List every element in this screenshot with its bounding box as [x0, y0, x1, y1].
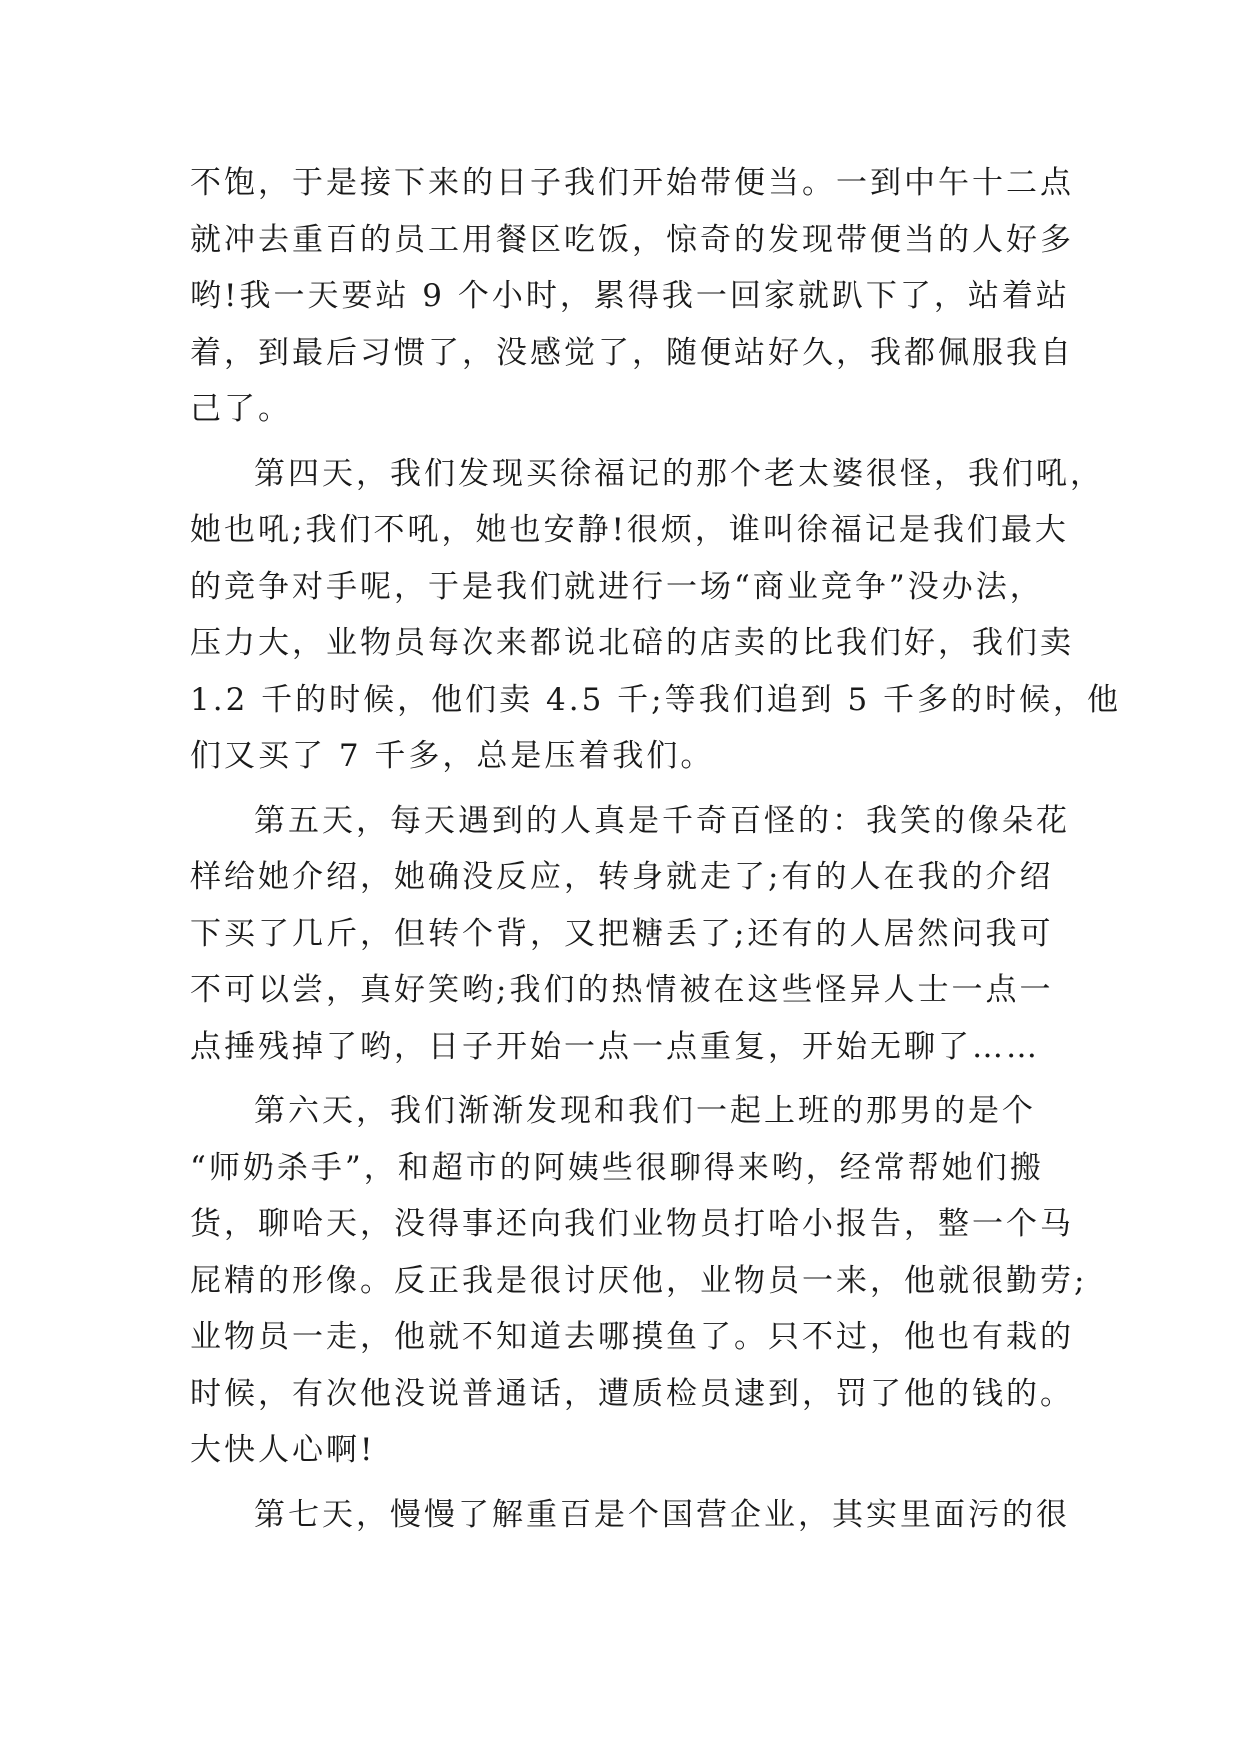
text-line: 屁精的形像。反正我是很讨厌他，业物员一来，他就很勤劳; [190, 1262, 1088, 1299]
document-body [190, 155, 1122, 1543]
paragraph-3 [190, 793, 1070, 1076]
text-line: 货，聊哈天，没得事还向我们业物员打哈小报告，整一个马 [190, 1206, 1074, 1242]
text-line: 不饱，于是接下来的日子我们开始带便当。一到中午十二点 [190, 165, 1074, 201]
text-line: 业物员一走，他就不知道去哪摸鱼了。只不过，他也有栽的 [190, 1319, 1074, 1355]
text-line: 点捶残掉了哟，日子开始一点一点重复，开始无聊了…… [190, 1028, 1040, 1065]
text-line: 压力大，业物员每次来都说北碚的店卖的比我们好，我们卖 [190, 625, 1074, 661]
text-line: 第四天，我们发现买徐福记的那个老太婆很怪，我们吼， [254, 455, 1104, 492]
text-line: 样给她介绍，她确没反应，转身就走了;有的人在我的介绍 [190, 859, 1054, 895]
text-line: 己了。 [190, 391, 292, 427]
text-line: 她也吼;我们不吼，她也安静!很烦，谁叫徐福记是我们最大 [190, 512, 1069, 548]
text-line: 大快人心啊! [190, 1432, 376, 1468]
text-line: 不可以尝，真好笑哟;我们的热情被在这些怪异人士一点一 [190, 972, 1054, 1008]
text-line: 就冲去重百的员工用餐区吃饭，惊奇的发现带便当的人好多 [190, 221, 1074, 258]
text-line: “师奶杀手”，和超市的阿姨些很聊得来哟，经常帮她们搬 [190, 1149, 1044, 1186]
paragraph-2 [190, 446, 1122, 785]
text-line: 哟!我一天要站 9 个小时，累得我一回家就趴下了，站着站 [190, 278, 1070, 314]
text-line: 们又买了 7 千多，总是压着我们。 [190, 738, 715, 774]
paragraph-5 [190, 1487, 1070, 1544]
text-line: 第七天，慢慢了解重百是个国营企业，其实里面污的很 [254, 1496, 1070, 1533]
paragraph-4 [190, 1083, 1088, 1479]
text-line: 时候，有次他没说普通话，遭质检员逮到，罚了他的钱的。 [190, 1375, 1074, 1412]
text-line: 下买了几斤，但转个背，又把糖丢了;还有的人居然问我可 [190, 915, 1054, 952]
text-line: 1.2 千的时候，他们卖 4.5 千;等我们追到 5 千多的时候，他 [190, 681, 1122, 718]
text-line: 的竞争对手呢，于是我们就进行一场“商业竞争”没办法， [190, 568, 1044, 605]
text-line: 第五天，每天遇到的人真是千奇百怪的：我笑的像朵花 [254, 802, 1070, 839]
text-line: 第六天，我们渐渐发现和我们一起上班的那男的是个 [254, 1093, 1036, 1129]
paragraph-1 [190, 155, 1074, 438]
text-line: 着，到最后习惯了，没感觉了，随便站好久，我都佩服我自 [190, 334, 1074, 371]
